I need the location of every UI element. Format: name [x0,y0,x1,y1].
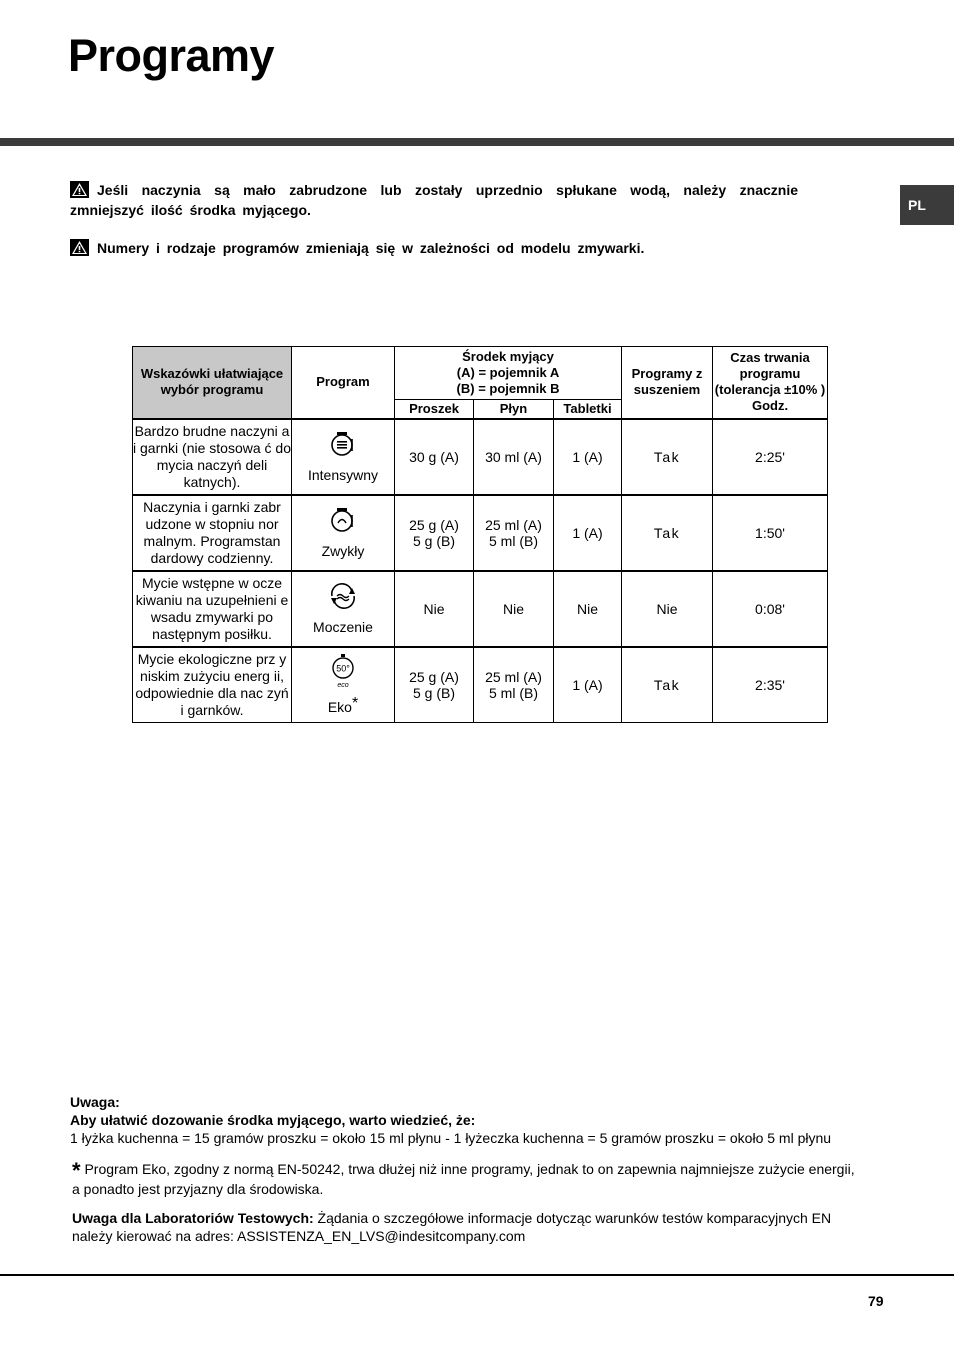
row-powder [395,419,474,495]
page-number: 79 [868,1293,884,1309]
table-row [133,495,828,571]
liquid-value: 30 ml (A) [485,448,542,465]
header-powder: Proszek [395,400,474,419]
eco-label: eco [337,682,349,690]
dosage-note [70,1093,890,1147]
row-powder [395,571,474,647]
table-row [133,419,828,495]
powder-value: 25 g (A) [409,516,459,533]
header-tablets: Tabletki [554,400,622,419]
row-powder [395,495,474,571]
eco-icon [292,654,394,693]
programs-table [132,346,828,723]
liquid-value: Nie [502,600,524,617]
eco-temp-label: 50° [336,663,350,674]
row-liquid [474,571,554,647]
row-program [292,419,395,495]
row-duration: 2:35' [713,647,828,723]
program-name: Moczenie [313,619,373,635]
table-row [133,647,828,723]
top-divider [0,138,954,146]
row-drying: Tak [622,419,713,495]
row-duration: 1:50' [713,495,828,571]
row-tips: Mycie ekologiczne prz y niskim zużyciu energ ii, odpowiednie dla nac zyń i garnków. [133,647,292,723]
powder-value-2: 5 g (B) [412,684,455,701]
warning-text-2: Numery i rodzaje programów zmieniają się w zależności od modelu zmywarki. [97,240,645,256]
header-detergent-title: Środek myjący [462,349,554,364]
row-drying: Nie [622,571,713,647]
header-drying: Programy z suszeniem [622,347,713,419]
eco-asterisk: * [351,695,359,713]
intensive-icon [292,430,394,461]
header-liquid: Płyn [474,400,554,419]
row-program [292,571,395,647]
row-program [292,647,395,723]
page-title: Programy [68,30,275,81]
powder-value: Nie [423,600,445,617]
table-row [133,571,828,647]
note-text: 1 łyżka kuchenna = 15 gramów proszku = około 15 ml płynu - 1 łyżeczka kuchenna = 5 gramów proszku = około 5 ml płynu [70,1130,832,1146]
lab-note [72,1209,872,1245]
program-name: Zwykły [321,543,365,559]
warning-text-1: Jeśli naczynia są mało zabrudzone lub zostały uprzednio spłukane wodą, należy znacznie zmniejszyć ilość środka myjącego. [70,182,798,218]
row-duration: 2:25' [713,419,828,495]
language-tab: PL [900,185,954,225]
row-tablets: Nie [554,571,622,647]
normal-icon [292,506,394,537]
row-tips: Bardzo brudne naczyni a i garnki (nie stosowa ć do mycia naczyń deli katnych). [133,419,292,495]
warning-triangle-icon [70,239,89,256]
row-drying: Tak [622,647,713,723]
row-duration: 0:08' [713,571,828,647]
row-tips: Naczynia i garnki zabr udzone w stopniu nor malnym. Programstan dardowy codzienny. [133,495,292,571]
row-tablets: 1 (A) [554,495,622,571]
powder-value: 25 g (A) [409,668,459,685]
row-liquid [474,495,554,571]
bottom-divider [0,1274,954,1276]
soak-icon [292,582,394,613]
row-liquid [474,647,554,723]
liquid-value-2: 5 ml (B) [489,532,538,549]
liquid-value: 25 ml (A) [485,668,542,685]
lab-note-text: Żądania o szczegółowe informacje dotycząc warunków testów komparacyjnych EN należy kierować na adres: ASSISTENZA_EN_LVS@indesitcompany.com [72,1210,832,1244]
liquid-value: 25 ml (A) [485,516,542,533]
warning-triangle-icon [70,181,89,198]
header-detergent [395,347,622,400]
footnote-asterisk: * [72,1158,81,1183]
header-program: Program [292,347,395,419]
note-heading: Uwaga: [70,1094,120,1110]
warning-note-1 [70,180,798,220]
row-tablets: 1 (A) [554,647,622,723]
eco-footnote-text: Program Eko, zgodny z normą EN-50242, trwa dłużej niż inne programy, jednak to on zapewnia najmniejsze zużycie energii, a ponadto jest przyjazny dla środowiska. [72,1161,855,1197]
program-name: Intensywny [307,467,379,483]
row-drying: Tak [622,495,713,571]
row-liquid [474,419,554,495]
powder-value-2: 5 g (B) [412,532,455,549]
header-detergent-b: (B) = pojemnik B [456,381,560,396]
lab-note-label: Uwaga dla Laboratoriów Testowych: [72,1210,314,1226]
eco-footnote [72,1160,862,1199]
row-powder [395,647,474,723]
row-tips: Mycie wstępne w ocze kiwaniu na uzupełnieni e wsadu zmywarki po następnym posiłku. [133,571,292,647]
header-tips: Wskazówki ułatwiające wybór programu [133,347,292,419]
powder-value: 30 g (A) [409,448,459,465]
liquid-value-2: 5 ml (B) [489,684,538,701]
row-program [292,495,395,571]
program-name: Eko [327,699,352,716]
warning-note-2 [70,238,798,258]
row-tablets: 1 (A) [554,419,622,495]
header-duration: Czas trwania programu (tolerancja ±10% ) Godz. [713,347,828,419]
note-subheading: Aby ułatwić dozowanie środka myjącego, warto wiedzieć, że: [70,1112,476,1128]
header-detergent-a: (A) = pojemnik A [456,365,560,380]
